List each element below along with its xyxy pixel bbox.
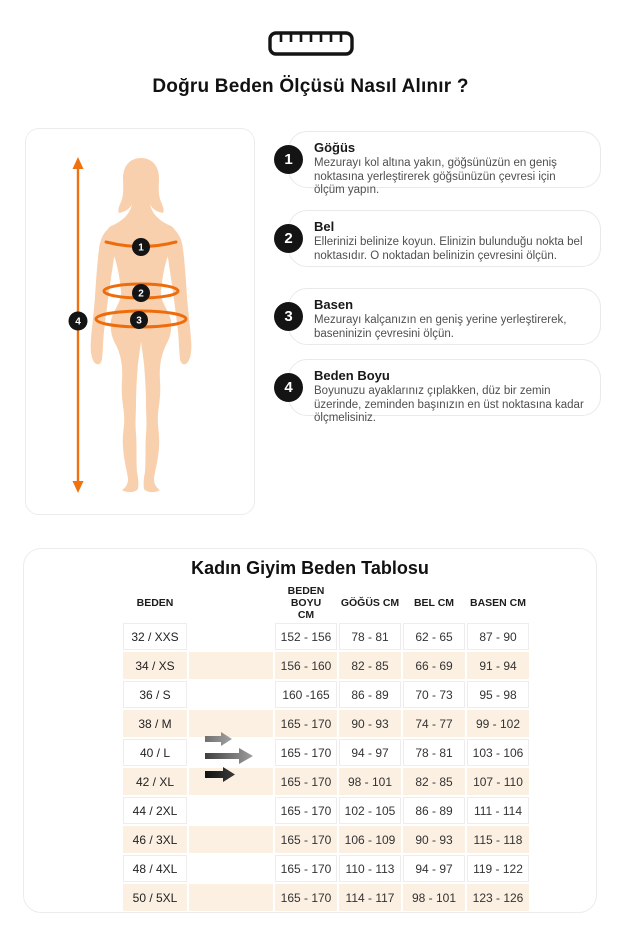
measurement-cell: 94 - 97 [403,855,465,882]
col-header-spacer [189,585,273,621]
size-cell: 38 / M [123,710,187,737]
step-card-basen [284,288,601,345]
size-table [121,583,531,913]
page-title: Doğru Beden Ölçüsü Nasıl Alınır ? [152,76,469,97]
size-cell: 40 / L [123,739,187,766]
measurement-cell: 87 - 90 [467,623,529,650]
measurement-cell: 114 - 117 [339,884,401,911]
size-table-row [123,652,529,679]
step-number-badge: 3 [274,302,303,331]
measurement-cell: 115 - 118 [467,826,529,853]
spacer-cell [189,855,273,882]
arrow-short-gray [205,732,232,746]
step-text: Ellerinizi belinize koyun. Elinizin bulunduğu nokta bel noktasıdır. O noktadan belinizin çevresini ölçün. [314,236,583,262]
body-measurement-diagram [26,129,254,514]
measurement-cell: 86 - 89 [339,681,401,708]
size-cell: 34 / XS [123,652,187,679]
measurement-cell: 111 - 114 [467,797,529,824]
measurement-cell: 82 - 85 [403,768,465,795]
step-title: Beden Boyu [314,368,390,383]
col-header-bel: BEL CM [413,597,455,609]
marker-2-label: 2 [138,288,144,300]
size-table-row [123,623,529,650]
size-table-row [123,797,529,824]
measurement-cell: 110 - 113 [339,855,401,882]
measurement-cell: 107 - 110 [467,768,529,795]
measurement-cell: 70 - 73 [403,681,465,708]
size-cell: 46 / 3XL [123,826,187,853]
size-table-card [23,548,597,913]
measurement-cell: 66 - 69 [403,652,465,679]
measurement-cell: 95 - 98 [467,681,529,708]
size-table-row [123,884,529,911]
marker-4-label: 4 [75,316,81,328]
step-card-bel [284,210,601,267]
size-table-row [123,768,529,795]
measurement-cell: 86 - 89 [403,797,465,824]
arrow-short-black [205,767,235,782]
spacer-cell [189,884,273,911]
measurement-cell: 103 - 106 [467,739,529,766]
measurement-cell: 165 - 170 [275,797,337,824]
measurement-cell: 90 - 93 [403,826,465,853]
measurement-cell: 106 - 109 [339,826,401,853]
measurement-cell: 98 - 101 [339,768,401,795]
measurement-cell: 78 - 81 [403,739,465,766]
col-header-beden: BEDEN [136,597,174,609]
size-cell: 50 / 5XL [123,884,187,911]
step-title: Göğüs [314,140,356,155]
measurement-cell: 74 - 77 [403,710,465,737]
arrow-long-gradient [205,748,253,764]
size-table-row [123,681,529,708]
spacer-cell [189,623,273,650]
measurement-cell: 152 - 156 [275,623,337,650]
step-title: Bel [314,219,335,234]
step-text: Mezurayı kalçanızın en geniş yerine yerleştirerek, baseninizin çevresini ölçün. [314,314,567,340]
step-text: Boyunuzu ayaklarınız çıplakken, düz bir zemin üzerinde, zeminden başınızın en üst noktasına kadar ölçmelisiniz. [314,385,584,424]
measurement-cell: 90 - 93 [339,710,401,737]
size-cell: 36 / S [123,681,187,708]
marker-1-label: 1 [138,242,144,254]
measurement-cell: 165 - 170 [275,855,337,882]
spacer-cell [189,797,273,824]
step-number-badge: 4 [274,373,303,402]
size-cell: 44 / 2XL [123,797,187,824]
size-table-row [123,739,529,766]
spacer-cell [189,652,273,679]
measurement-cell: 165 - 170 [275,739,337,766]
measurement-cell: 165 - 170 [275,768,337,795]
size-cell: 32 / XXS [123,623,187,650]
body-measurement-figure-card [25,128,255,515]
measurement-cell: 91 - 94 [467,652,529,679]
size-table-row [123,710,529,737]
measurement-cell: 94 - 97 [339,739,401,766]
measurement-cell: 78 - 81 [339,623,401,650]
measurement-cell: 102 - 105 [339,797,401,824]
measurement-cell: 156 - 160 [275,652,337,679]
spacer-cell [189,681,273,708]
measurement-cell: 123 - 126 [467,884,529,911]
step-card-gogus [284,131,601,196]
measurement-cell: 160 -165 [275,681,337,708]
size-table-row [123,855,529,882]
step-text: Mezurayı kol altına yakın, göğsünüzün en geniş noktasına yerleştirerek göğsünüzün çevresi için ölçüm yapın. [314,157,557,196]
measurement-cell: 119 - 122 [467,855,529,882]
measurement-cell: 165 - 170 [275,884,337,911]
measurement-cell: 165 - 170 [275,826,337,853]
step-card-beden-boyu [284,359,601,424]
size-table-header-row [123,585,529,621]
step-number-badge: 2 [274,224,303,253]
size-cell: 48 / 4XL [123,855,187,882]
measurement-cell: 165 - 170 [275,710,337,737]
size-table-title: Kadın Giyim Beden Tablosu [191,558,429,578]
col-header-beden-boyu: BEDEN BOYU CM [287,585,325,621]
measurement-cell: 62 - 65 [403,623,465,650]
col-header-basen: BASEN CM [469,597,526,609]
measurement-cell: 99 - 102 [467,710,529,737]
marker-3-label: 3 [136,315,142,327]
step-number-badge: 1 [274,145,303,174]
measurement-cell: 82 - 85 [339,652,401,679]
measurement-cell: 98 - 101 [403,884,465,911]
spacer-cell [189,826,273,853]
size-cell: 42 / XL [123,768,187,795]
ruler-icon [268,31,354,56]
right-arrow-icons [204,731,262,787]
step-title: Basen [314,297,354,312]
col-header-gogus: GÖĞÜS CM [340,597,400,609]
size-table-row [123,826,529,853]
